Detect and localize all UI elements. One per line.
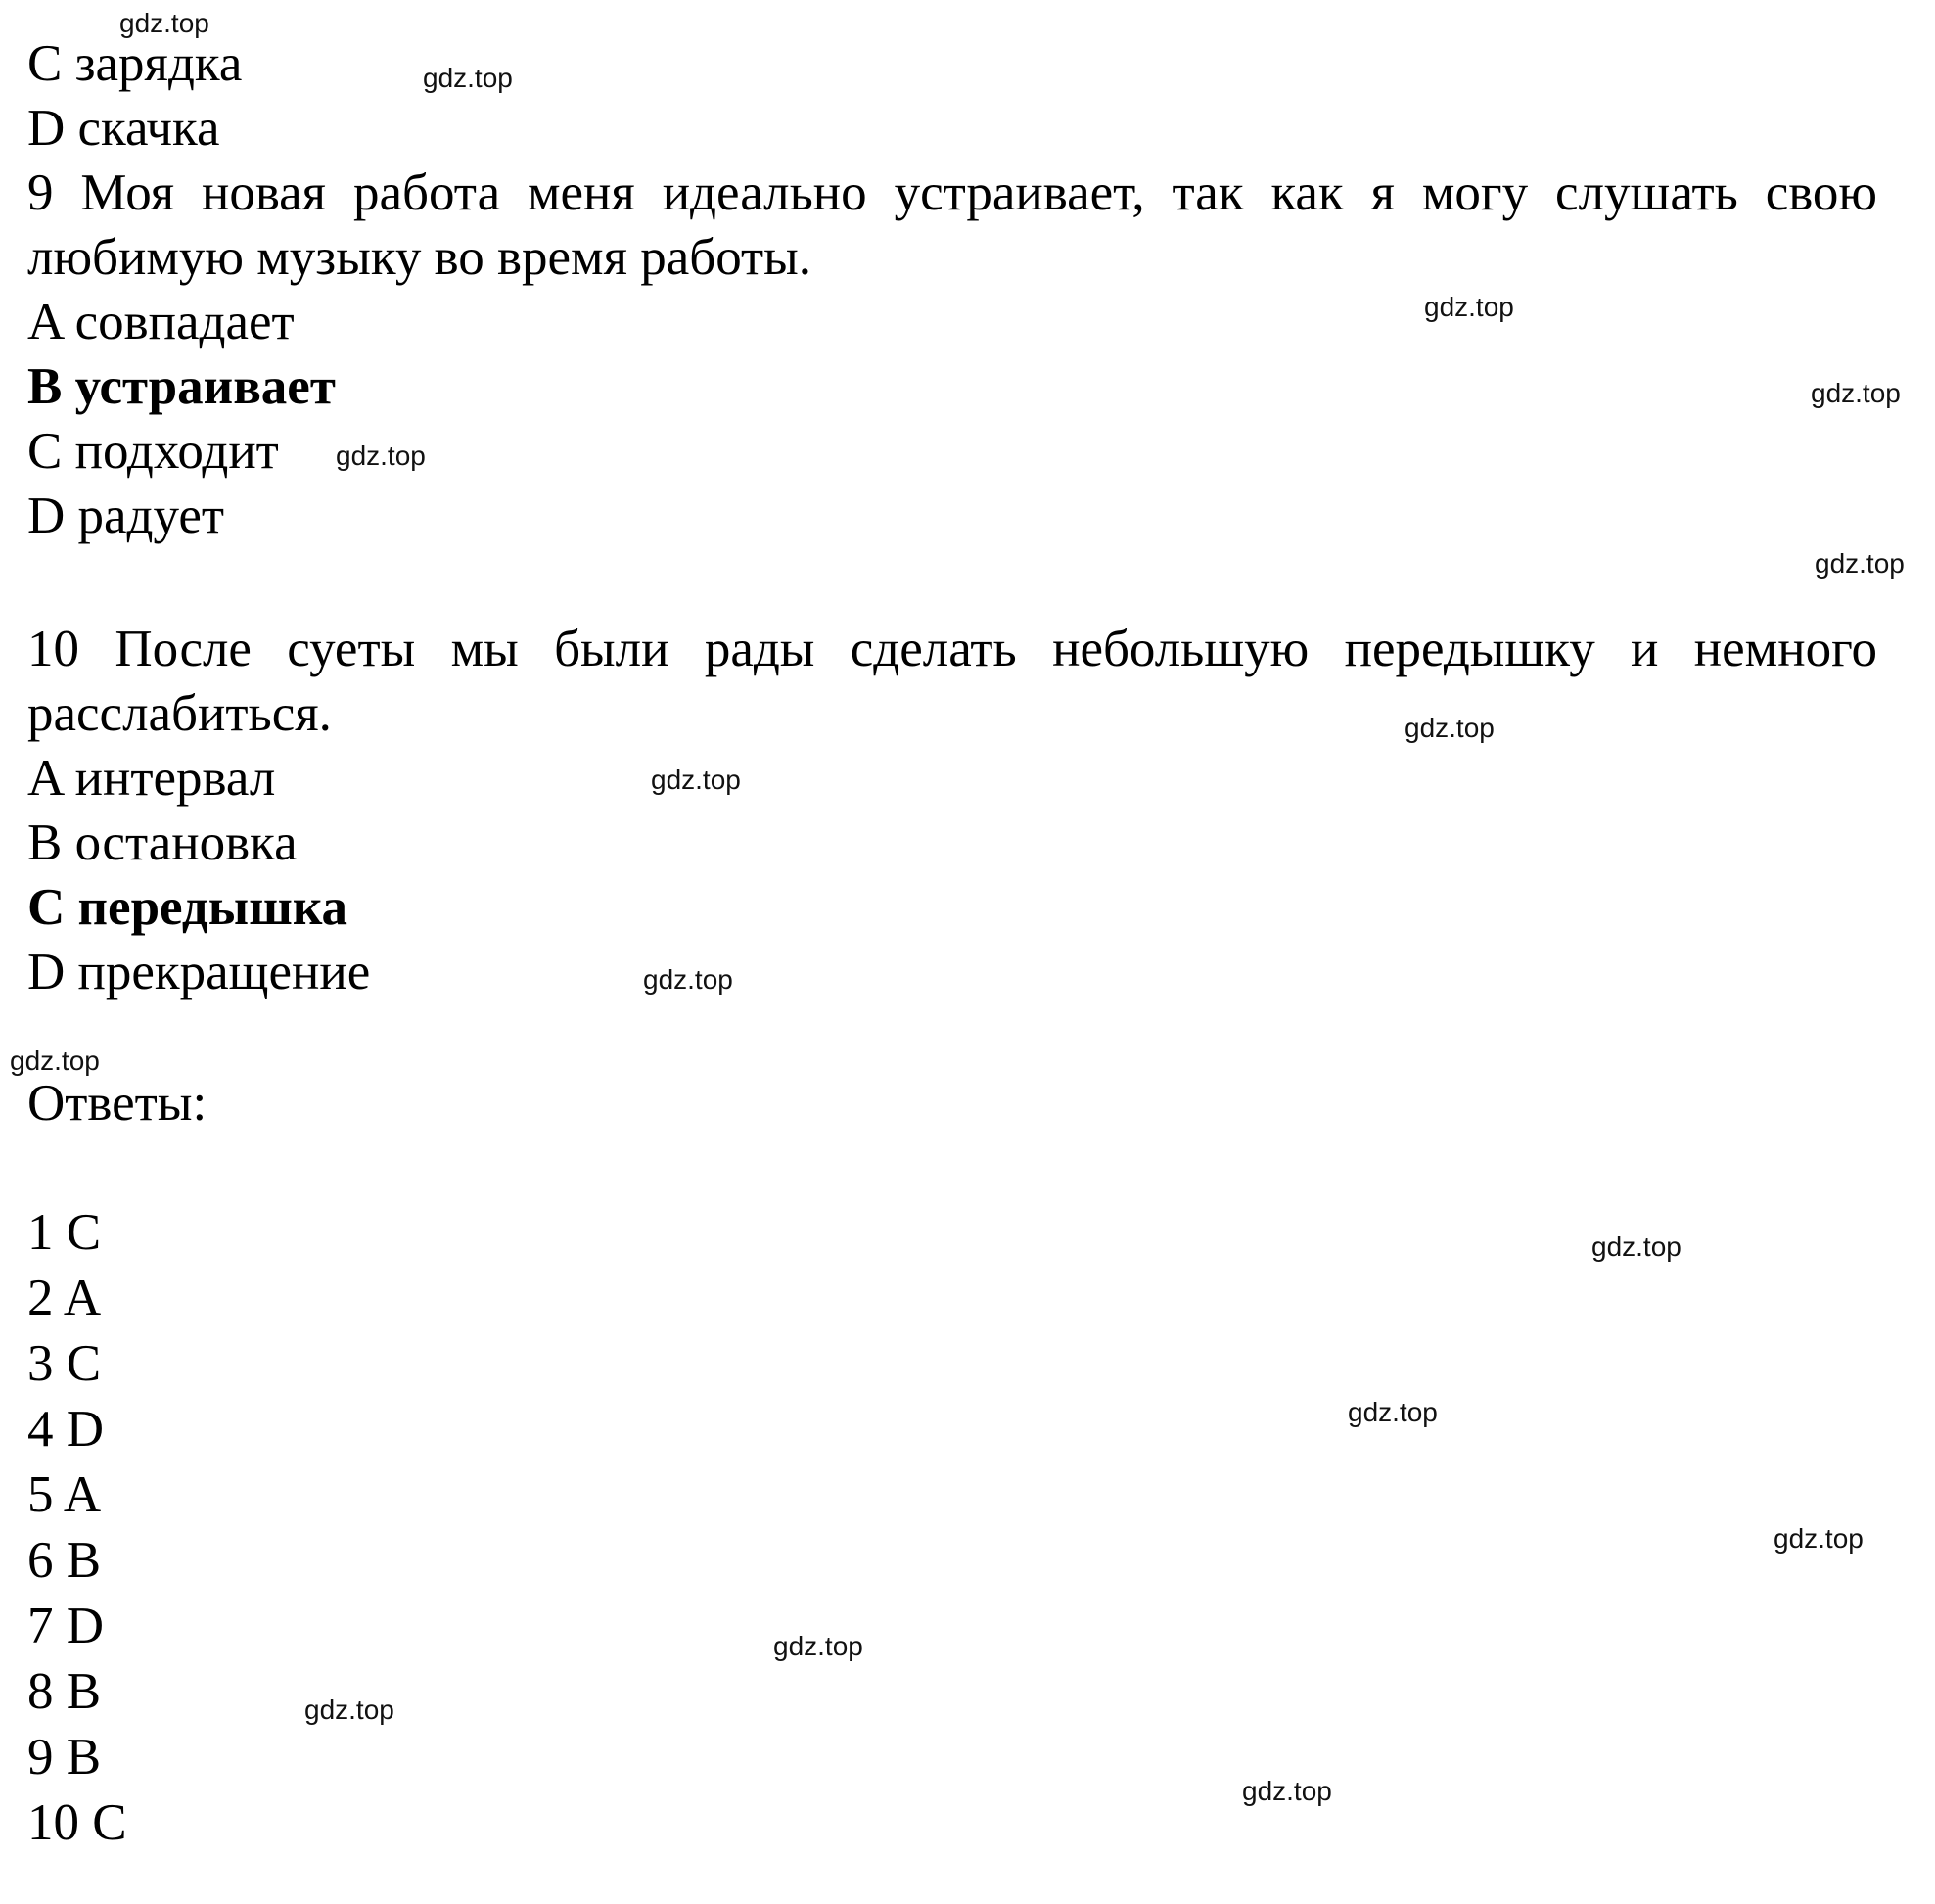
answer-item: 8 B <box>27 1663 102 1720</box>
answer-item: 6 B <box>27 1532 102 1589</box>
watermark: gdz.top <box>1815 548 1905 579</box>
q9-option-a: A совпадает <box>27 294 295 350</box>
answer-item: 9 B <box>27 1729 102 1786</box>
answer-item: 1 C <box>27 1204 102 1261</box>
q10-option-b: B остановка <box>27 814 298 871</box>
watermark: gdz.top <box>423 63 513 93</box>
q9-option-c: C подходит <box>27 423 279 480</box>
answer-item: 10 C <box>27 1794 127 1851</box>
q9-question: 9 Моя новая работа меня идеально устраивает, так как я могу слушать свою любимую музыку во время работы. <box>27 164 1877 286</box>
answer-item: 2 A <box>27 1270 102 1326</box>
watermark: gdz.top <box>1591 1231 1682 1262</box>
q10-option-c-correct: C передышка <box>27 879 348 936</box>
answer-item: 3 C <box>27 1335 102 1392</box>
answers-heading: Ответы: <box>27 1075 207 1132</box>
watermark: gdz.top <box>651 765 741 795</box>
q10-option-a: A интервал <box>27 750 276 807</box>
q9-option-b-correct: B устраивает <box>27 358 336 415</box>
answer-item: 7 D <box>27 1598 105 1654</box>
watermark: gdz.top <box>643 964 733 995</box>
watermark: gdz.top <box>1774 1523 1864 1554</box>
watermark: gdz.top <box>1242 1776 1332 1806</box>
watermark: gdz.top <box>1811 378 1901 408</box>
watermark: gdz.top <box>336 441 426 471</box>
q10-option-d: D прекращение <box>27 944 371 1000</box>
watermark: gdz.top <box>1424 292 1514 322</box>
watermark: gdz.top <box>304 1695 394 1725</box>
answer-item: 4 D <box>27 1401 105 1458</box>
q8-option-d: D скачка <box>27 100 220 157</box>
watermark: gdz.top <box>119 8 209 38</box>
q8-option-c: C зарядка <box>27 35 243 92</box>
answer-item: 5 A <box>27 1466 102 1523</box>
watermark: gdz.top <box>773 1631 863 1661</box>
watermark: gdz.top <box>10 1045 100 1076</box>
q10-question: 10 После суеты мы были рады сделать небольшую передышку и немного расслабиться. <box>27 621 1877 742</box>
watermark: gdz.top <box>1348 1397 1438 1427</box>
q9-option-d: D радует <box>27 488 225 544</box>
watermark: gdz.top <box>1405 713 1495 743</box>
